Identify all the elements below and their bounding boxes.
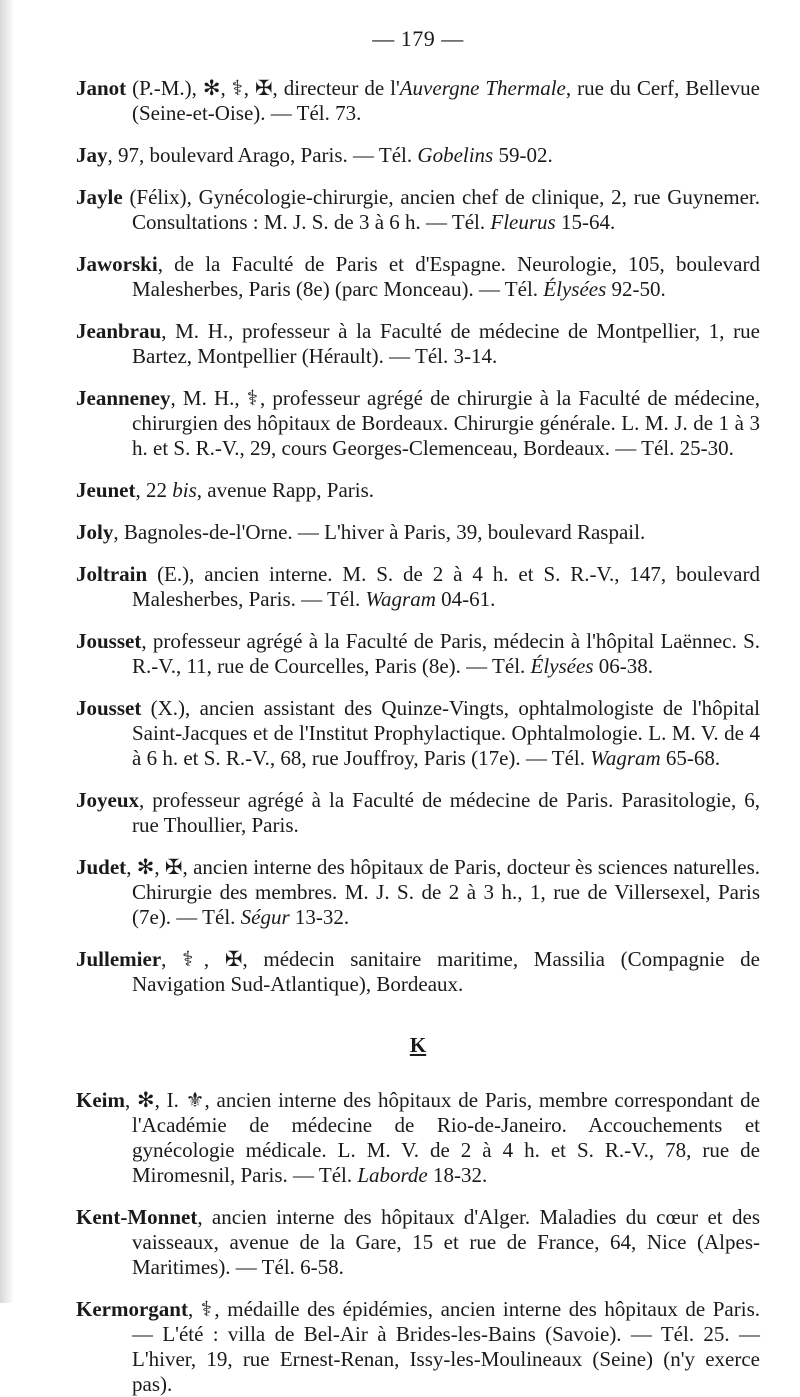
entry-name: Jullemier — [76, 947, 162, 971]
entry-name: Jayle — [76, 185, 123, 209]
directory-entry: Jousset, professeur agrégé à la Faculté de Paris, médecin à l'hôpital Laënnec. S. R.-V., 11, rue de Courcelles, Paris (8e). — Tél. Élysées 06-38. — [76, 629, 760, 678]
entry-name: Joly — [76, 520, 114, 544]
directory-entry: Jaworski, de la Faculté de Paris et d'Espagne. Neurologie, 105, boulevard Malesherbes, Paris (8e) (parc Monceau). — Tél. Élysées 92-50. — [76, 252, 760, 301]
directory-entry: Joyeux, professeur agrégé à la Faculté de médecine de Paris. Parasitologie, 6, rue Thoullier, Paris. — [76, 788, 760, 837]
directory-entry: Jousset (X.), ancien assistant des Quinze-Vingts, ophtalmologiste de l'hôpital Saint-Jacques et de l'Institut Prophylactique. Ophtalmologie. L. M. V. de 4 à 6 h. et S. R.-V., 68, rue Jouffroy, Paris (17e). — Tél. Wagram 65-68. — [76, 696, 760, 770]
entry-name: Janot — [76, 76, 127, 100]
section-letter-heading: K — [409, 1033, 427, 1057]
directory-entry: Jullemier, ⚕, ✠, médecin sanitaire maritime, Massilia (Compagnie de Navigation Sud-Atlantique), Bordeaux. — [76, 947, 760, 996]
entry-name: Jousset — [76, 629, 142, 653]
directory-entry: Jay, 97, boulevard Arago, Paris. — Tél. Gobelins 59-02. — [76, 143, 553, 167]
directory-entry: Kent-Monnet, ancien interne des hôpitaux d'Alger. Maladies du cœur et des vaisseaux, avenue de la Gare, 15 et rue de France, 64, Nice (Alpes-Maritimes). — Tél. 6-58. — [76, 1205, 760, 1279]
entry-name: Jaworski — [76, 252, 158, 276]
directory-entry: Keim, ✻, I. ⚜, ancien interne des hôpitaux de Paris, membre correspondant de l'Académie de médecine de Rio-de-Janeiro. Accouchements et gynécologie médicale. L. M. V. de 2 à 4 h. et S. R.-V., 78, rue de Miromesnil, Paris. — Tél. Laborde 18-32. — [76, 1088, 760, 1187]
entry-name: Joltrain — [76, 562, 148, 586]
entries-k — [76, 1088, 760, 1397]
directory-entry: Joltrain (E.), ancien interne. M. S. de 2 à 4 h. et S. R.-V., 147, boulevard Malesherbes, Paris. — Tél. Wagram 04-61. — [76, 562, 760, 611]
entry-name: Kent-Monnet — [76, 1205, 198, 1229]
directory-entry: Jeanneney, M. H., ⚕, professeur agrégé de chirurgie à la Faculté de médecine, chirurgien des hôpitaux de Bordeaux. Chirurgie générale. L. M. J. de 1 à 3 h. et S. R.-V., 29, cours Georges-Clemenceau, Bordeaux. — Tél. 25-30. — [76, 386, 760, 460]
directory-entry: Jayle (Félix), Gynécologie-chirurgie, ancien chef de clinique, 2, rue Guynemer. Consultations : M. J. S. de 3 à 6 h. — Tél. Fleurus 15-64. — [76, 185, 760, 234]
page-number: — 179 — — [372, 26, 464, 51]
entry-name: Jeanbrau — [76, 319, 162, 343]
entries-j — [76, 76, 760, 997]
entry-name: Keim — [76, 1088, 125, 1112]
directory-entry: Kermorgant, ⚕, médaille des épidémies, ancien interne des hôpitaux de Paris. — L'été : villa de Bel-Air à Brides-les-Bains (Savoie). — Tél. 25. — L'hiver, 19, rue Ernest-Renan, Issy-les-Moulineaux (Seine) (n'y exerce pas). — [76, 1297, 760, 1396]
directory-entry: Judet, ✻, ✠, ancien interne des hôpitaux de Paris, docteur ès sciences naturelles. Chirurgie des membres. M. J. S. de 2 à 3 h., 1, rue de Villersexel, Paris (7e). — Tél. Ségur 13-32. — [76, 855, 760, 929]
entry-name: Judet — [76, 855, 127, 879]
entry-name: Joyeux — [76, 788, 139, 812]
page-gutter-shadow — [0, 0, 14, 1303]
entry-name: Jeanneney — [76, 386, 171, 410]
entry-name: Jousset — [76, 696, 142, 720]
directory-entry: Jeunet, 22 bis, avenue Rapp, Paris. — [76, 478, 375, 502]
entry-name: Jeunet — [76, 478, 136, 502]
directory-entry: Janot (P.-M.), ✻, ⚕, ✠, directeur de l'Auvergne Thermale, rue du Cerf, Bellevue (Seine-et-Oise). — Tél. 73. — [76, 76, 760, 125]
directory-entry: Jeanbrau, M. H., professeur à la Faculté de médecine de Montpellier, 1, rue Bartez, Montpellier (Hérault). — Tél. 3-14. — [76, 319, 760, 368]
entry-name: Jay — [76, 143, 108, 167]
directory-entry: Joly, Bagnoles-de-l'Orne. — L'hiver à Paris, 39, boulevard Raspail. — [76, 520, 646, 544]
entry-name: Kermorgant — [76, 1297, 188, 1321]
